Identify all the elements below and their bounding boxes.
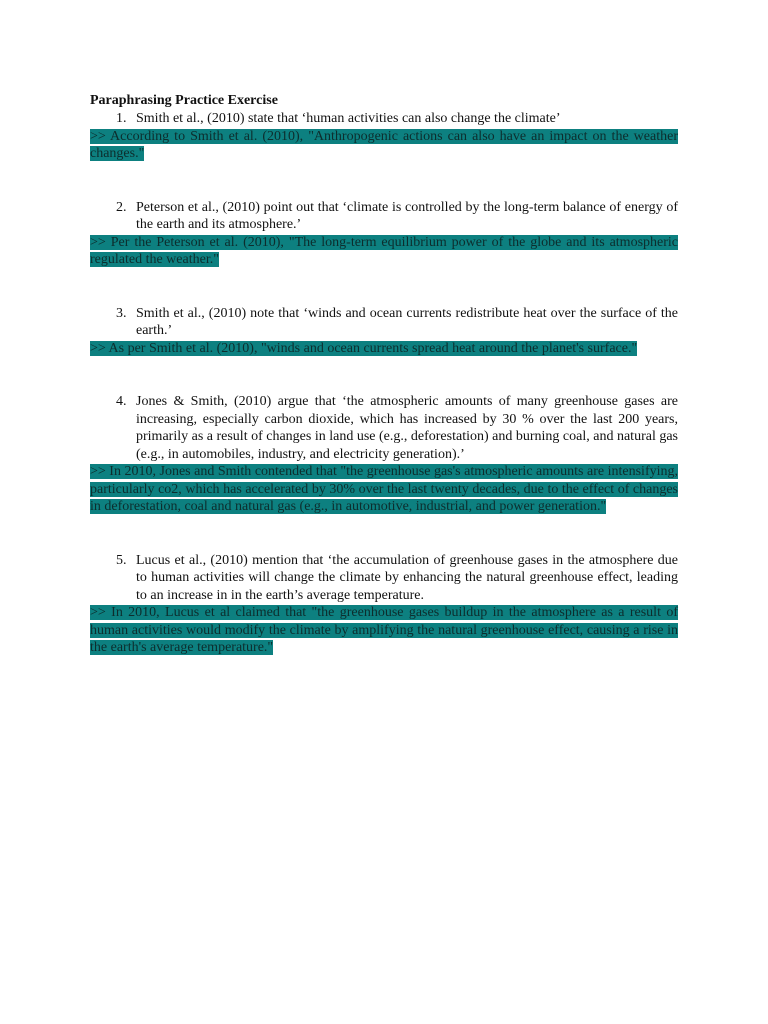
document-page [90, 92, 678, 657]
item-number: 2. [116, 199, 127, 215]
item-number: 3. [116, 305, 127, 321]
item-prompt: Smith et al., (2010) note that ‘winds and ocean currents redistribute heat over the surface of the earth.’ [136, 305, 678, 338]
paraphrase-answer-4 [90, 463, 678, 516]
exercise-item-4 [90, 393, 678, 463]
paraphrase-answer-2 [90, 234, 678, 269]
paraphrase-answer-3 [90, 340, 678, 358]
paraphrase-answer-5 [90, 604, 678, 657]
highlighted-answer: >> In 2010, Jones and Smith contended that "the greenhouse gas's atmospheric amounts are intensifying, particularly co2, which has accelerated by 30% over the last twenty decades, due to the effect of changes in deforestation, coal and natural gas (e.g., in automotive, industrial, and power generation." [90, 464, 678, 514]
item-prompt: Smith et al., (2010) state that ‘human activities can also change the climate’ [136, 111, 561, 126]
item-prompt: Peterson et al., (2010) point out that ‘climate is controlled by the long-term balance of energy of the earth and its atmosphere.’ [136, 199, 678, 232]
paraphrase-answer-1 [90, 128, 678, 163]
item-number: 4. [116, 394, 127, 409]
exercise-item-5 [90, 552, 678, 605]
document-title: Paraphrasing Practice Exercise [90, 93, 278, 108]
highlighted-answer: >> As per Smith et al. (2010), "winds and ocean currents spread heat around the planet's surface." [90, 340, 638, 356]
item-prompt: Lucus et al., (2010) mention that ‘the accumulation of greenhouse gases in the atmosphere due to human activities will change the climate by enhancing the natural greenhouse effect, leading to an increase in in the earth’s average temperature. [136, 552, 678, 603]
item-number: 1. [116, 111, 127, 126]
exercise-item-3 [90, 305, 678, 340]
exercise-item-1 [90, 110, 678, 128]
highlighted-answer: >> In 2010, Lucus et al claimed that "the greenhouse gases buildup in the atmosphere as a result of human activities would modify the climate by amplifying the natural greenhouse effect, causing a rise in the earth's average temperature." [90, 605, 678, 655]
exercise-item-2 [90, 199, 678, 234]
item-number: 5. [116, 552, 127, 568]
highlighted-answer: >> According to Smith et al. (2010), "Anthropogenic actions can also have an impact on the weather changes." [90, 128, 678, 161]
highlighted-answer: >> Per the Peterson et al. (2010), "The long-term equilibrium power of the globe and its atmospheric regulated the weather." [90, 234, 678, 267]
item-prompt: Jones & Smith, (2010) argue that ‘the atmospheric amounts of many greenhouse gases are increasing, especially carbon dioxide, which has increased by 30 % over the last 200 years, primarily as a result of changes in land use (e.g., deforestation) and burning coal, and natural gas (e.g., in automobiles, industry, and electricity generation).’ [136, 394, 678, 462]
